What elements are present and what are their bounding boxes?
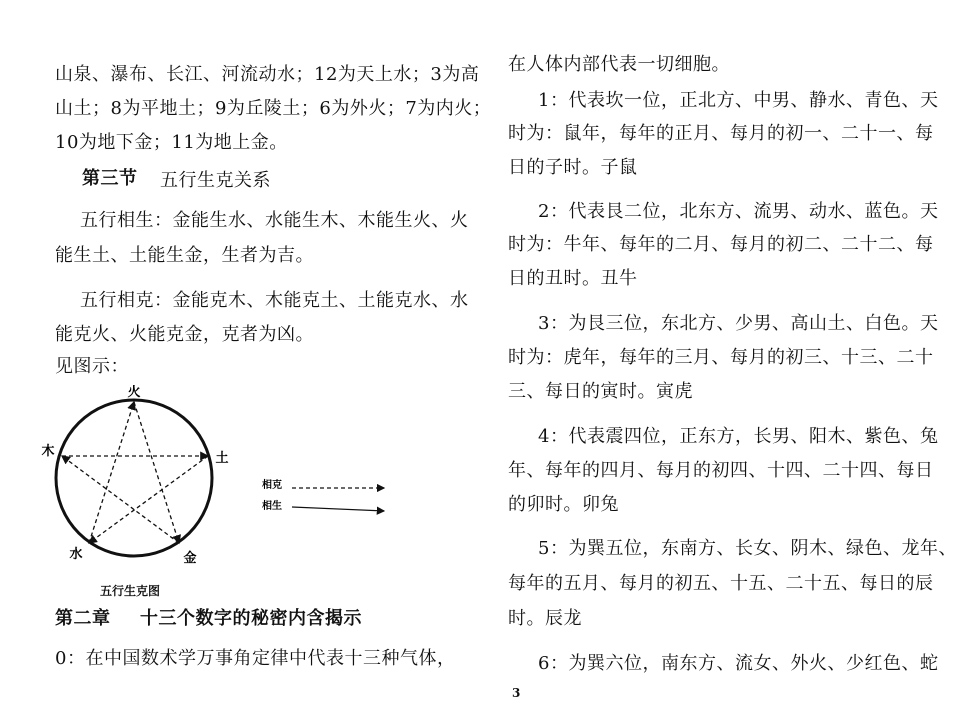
- section-number: 第三节: [82, 168, 138, 189]
- text-line: 日的子时。子鼠: [508, 157, 638, 178]
- text-line: 的卯时。卯兔: [508, 494, 619, 515]
- text-line: 时。辰龙: [508, 608, 582, 629]
- text-line: 能克火、火能克金，克者为凶。: [55, 324, 314, 345]
- legend-sheng-label: 相生: [262, 501, 282, 512]
- wuxing-diagram: [30, 385, 410, 585]
- ke-arrow: [89, 402, 134, 543]
- see-figure-label: 见图示：: [55, 356, 129, 377]
- node-metal: 金: [183, 551, 197, 566]
- chapter-title: 十三个数字的秘密内含揭示: [140, 608, 362, 629]
- text-line: 4：代表震四位，正东方，长男、阳木、紫色、兔: [538, 426, 939, 447]
- node-water: 水: [69, 547, 83, 562]
- text-line: 年、每年的四月、每月的初四、十四、二十四、每日: [508, 460, 934, 481]
- text-line: 在人体内部代表一切细胞。: [508, 54, 730, 75]
- ke-arrow: [89, 456, 208, 543]
- right-page: [480, 0, 960, 724]
- node-wood: 木: [41, 444, 55, 459]
- text-line: 五行相克：金能克木、木能克土、土能克水、水: [80, 290, 469, 311]
- text-line: 6：为巽六位，南东方、流女、外火、少红色、蛇: [538, 653, 939, 674]
- text-line: 五行相生：金能生水、水能生木、木能生火、火: [80, 210, 469, 231]
- text-line: 山泉、瀑布、长江、河流动水；12为天上水；3为高: [55, 64, 480, 85]
- ke-arrow: [62, 456, 179, 543]
- ke-arrow: [134, 402, 179, 543]
- chapter-number: 第二章: [55, 608, 111, 629]
- node-fire: 火: [127, 385, 141, 400]
- text-line: 1：代表坎一位，正北方、中男、静水、青色、天: [538, 90, 939, 111]
- figure-caption: 五行生克图: [100, 584, 161, 598]
- text-line: 时为：牛年、每年的二月、每月的初二、二十二、每: [508, 234, 934, 255]
- text-line: 山土；8为平地土；9为丘陵土；6为外火；7为内火；: [55, 98, 492, 119]
- cycle-circle: [56, 400, 212, 556]
- page-number: 3: [512, 686, 521, 700]
- node-earth: 土: [215, 451, 229, 466]
- section-title: 五行生克关系: [160, 170, 271, 191]
- text-line: 时为：虎年，每年的三月、每月的初三、十三、二十: [508, 347, 934, 368]
- legend-ke-label: 相克: [262, 480, 282, 491]
- text-line: 5：为巽五位，东南方、长女、阴木、绿色、龙年、: [538, 538, 957, 559]
- text-line: 3：为艮三位，东北方、少男、高山土、白色。天: [538, 313, 939, 334]
- legend-sheng-line: [292, 507, 384, 511]
- text-line: 10为地下金；11为地上金。: [55, 132, 288, 153]
- text-line: 2：代表艮二位，北东方、流男、动水、蓝色。天: [538, 201, 939, 222]
- text-line: 三、每日的寅时。寅虎: [508, 381, 693, 402]
- text-line: 每年的五月、每月的初五、十五、二十五、每日的辰: [508, 573, 934, 594]
- text-line: 0：在中国数术学万事角定律中代表十三种气体，: [55, 648, 456, 669]
- text-line: 日的丑时。丑牛: [508, 268, 638, 289]
- text-line: 时为：鼠年，每年的正月、每月的初一、二十一、每: [508, 123, 934, 144]
- text-line: 能生土、土能生金，生者为吉。: [55, 245, 314, 266]
